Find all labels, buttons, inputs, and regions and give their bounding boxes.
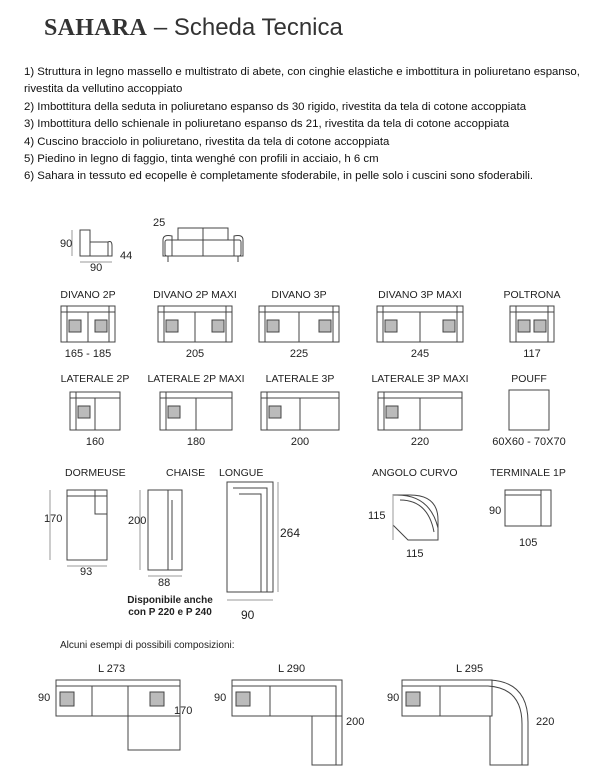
chaise-width: 88 xyxy=(158,577,171,589)
row1-name-1: DIVANO 2P MAXI xyxy=(153,289,237,301)
composition-2-drawing xyxy=(232,680,342,765)
front-view-drawing xyxy=(163,228,243,262)
row2-laterale-1 xyxy=(160,392,232,430)
longue-drawing xyxy=(227,482,278,600)
side-width-label: 90 xyxy=(90,262,103,274)
composition-1-length: L 273 xyxy=(98,663,126,675)
row1-size-2: 225 xyxy=(289,348,309,360)
arm-width-label: 25 xyxy=(153,217,166,229)
composition-3-side: 220 xyxy=(536,716,555,728)
side-height-label: 90 xyxy=(60,238,73,250)
composition-2-depth: 90 xyxy=(214,692,227,704)
title-suffix: – Scheda Tecnica xyxy=(147,14,343,41)
terminale-name: TERMINALE 1P xyxy=(490,467,566,479)
row1-name-3: DIVANO 3P MAXI xyxy=(378,289,462,301)
dormeuse-width: 93 xyxy=(80,566,93,578)
longue-name: LONGUE xyxy=(219,467,264,479)
row2-size-1: 180 xyxy=(186,436,206,448)
dormeuse-length: 170 xyxy=(44,513,63,525)
row2-laterale-2 xyxy=(261,392,339,430)
row1-name-4: POLTRONA xyxy=(503,289,561,301)
spec-item: 2) Imbottitura della seduta in poliuretano espanso ds 30 rigido, rivestita da tela di cotone accoppiata xyxy=(24,100,527,113)
composition-3-drawing xyxy=(402,680,528,765)
angolo-curvo-drawing xyxy=(393,495,438,540)
row2-laterale-3 xyxy=(378,392,462,430)
spec-item: 6) Sahara in tessuto ed ecopelle è completamente sfoderabile, in pelle solo i cuscini sono sfoderabili. xyxy=(24,170,534,183)
composition-3-depth: 90 xyxy=(387,692,400,704)
row1-size-4: 117 xyxy=(523,348,541,360)
composition-2-side: 200 xyxy=(346,716,365,728)
row1-name-0: DIVANO 2P xyxy=(60,289,116,301)
chaise-name: CHAISE xyxy=(166,467,206,479)
angolo-curvo-name: ANGOLO CURVO xyxy=(372,467,458,479)
row1-sofa-1 xyxy=(158,306,232,342)
dormeuse-drawing xyxy=(50,490,107,566)
composition-2-length: L 290 xyxy=(278,663,306,675)
spec-item: 5) Piedino in legno di faggio, tinta wenghé con profili in acciaio, h 6 cm xyxy=(24,153,379,166)
row2-name-4: POUFF xyxy=(511,373,547,385)
row2-size-4: 60X60 - 70X70 xyxy=(492,436,566,448)
row1-size-3: 245 xyxy=(410,348,430,360)
spec-item: 4) Cuscino bracciolo in poliuretano, rivestita da tela di cotone accoppiata xyxy=(24,135,390,148)
brand-name: SAHARA xyxy=(44,15,148,41)
spec-item: 1) Struttura in legno massello e multistrato di abete, con cinghie elastiche e imbottitura in poliuretano espanso, rivestita da vellutino accoppiato xyxy=(24,66,580,96)
composition-1-depth: 90 xyxy=(38,692,51,704)
compositions-heading: Alcuni esempi di possibili composizioni: xyxy=(60,640,235,651)
pouf-drawing xyxy=(509,390,549,430)
row2-name-0: LATERALE 2P xyxy=(60,373,130,385)
row1-size-0: 165 - 185 xyxy=(64,348,112,360)
row2-laterale-0 xyxy=(70,392,120,430)
terminale-width: 105 xyxy=(519,537,538,549)
terminale-height: 90 xyxy=(489,505,502,517)
dormeuse-name: DORMEUSE xyxy=(65,467,126,479)
side-profile-drawing xyxy=(72,230,112,262)
row2-name-3: LATERALE 3P MAXI xyxy=(371,373,469,385)
row1-sofa-4 xyxy=(510,306,554,342)
spec-item: 3) Imbottitura dello schienale in poliuretano espanso ds 21, rivestita da tela di cotone accoppiata xyxy=(24,118,510,131)
row1-name-2: DIVANO 3P xyxy=(271,289,327,301)
terminale-drawing xyxy=(505,490,551,526)
row1-size-1: 205 xyxy=(185,348,205,360)
angolo-curvo-height: 115 xyxy=(368,510,386,522)
longue-availability-note: Disponibile anche con P 220 e P 240 xyxy=(127,595,213,618)
composition-1-side: 170 xyxy=(174,705,193,717)
row2-size-3: 220 xyxy=(410,436,430,448)
row2-name-1: LATERALE 2P MAXI xyxy=(147,373,245,385)
row1-sofa-3 xyxy=(377,306,463,342)
longue-width: 90 xyxy=(241,608,255,622)
row1-drawings xyxy=(61,306,554,342)
seat-height-label: 44 xyxy=(120,250,133,262)
row2-size-0: 160 xyxy=(85,436,105,448)
row1-sofa-0 xyxy=(61,306,115,342)
angolo-curvo-width: 115 xyxy=(406,548,424,560)
chaise-length: 200 xyxy=(128,515,147,527)
row2-size-2: 200 xyxy=(290,436,310,448)
longue-length: 264 xyxy=(280,526,301,540)
composition-1-drawing xyxy=(56,680,180,750)
row2-name-2: LATERALE 3P xyxy=(265,373,335,385)
composition-3-length: L 295 xyxy=(456,663,484,675)
chaise-drawing xyxy=(140,490,182,576)
row2-drawings xyxy=(70,390,549,430)
row1-sofa-2 xyxy=(259,306,339,342)
